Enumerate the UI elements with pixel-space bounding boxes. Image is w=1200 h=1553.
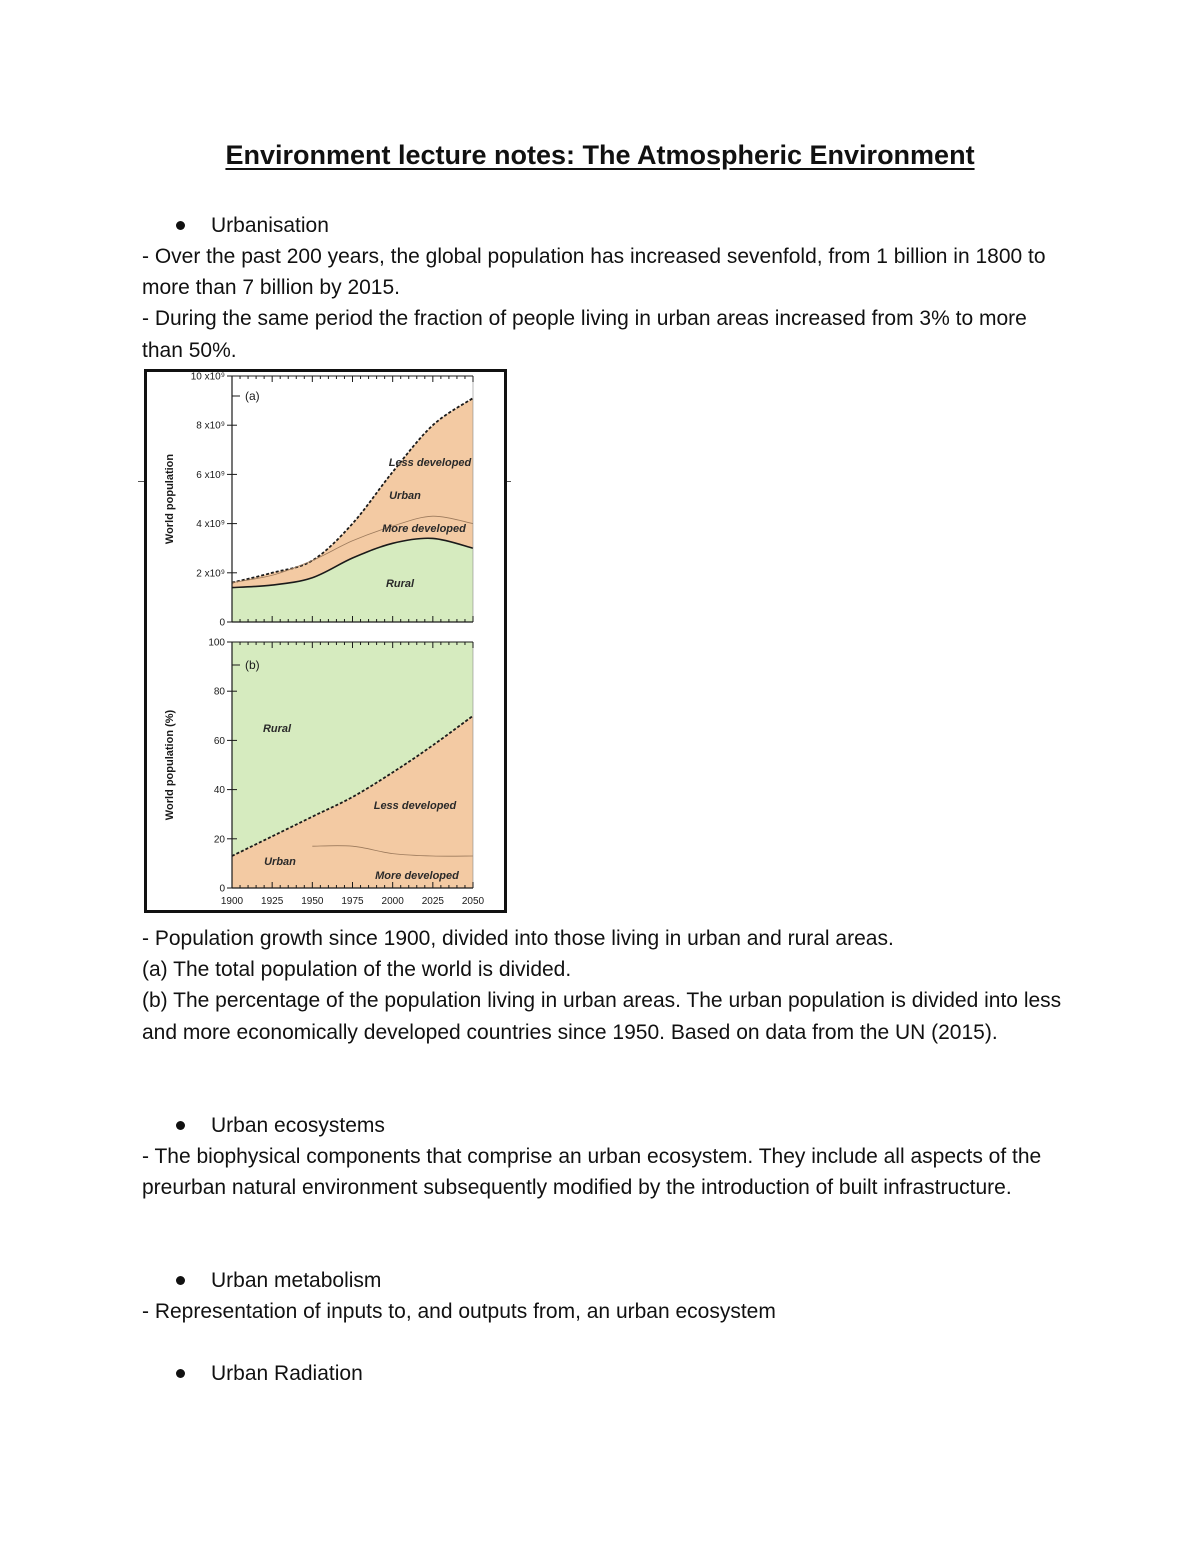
panel-b [164,638,485,908]
y-tick-label: 40 [213,785,225,797]
y-tick-label: 60 [213,735,225,747]
bullet-dot-icon [176,1121,185,1130]
annotation: More developed [375,870,459,882]
urbanisation-line-1: - Over the past 200 years, the global population has increased sevenfold, from 1 billion in 1800 to more than 7 billion by 2015. [142,245,1046,300]
x-tick-label: 1900 [220,896,244,907]
urban-ecosystems-text [142,1141,1062,1203]
bullet-dot-icon [176,1276,185,1285]
figure-caption [142,923,1062,1048]
urban-metabolism-text [142,1296,1062,1327]
y-tick-label: 0 [219,883,225,895]
annotation: Less developed [388,457,472,469]
panel-label: (a) [245,389,260,403]
bullet-dot-icon [176,1369,185,1378]
x-tick-label: 1950 [301,896,324,907]
annotation: Rural [262,723,292,735]
bullet-urban-radiation [176,1358,363,1389]
y-tick-label: 100 [208,637,225,649]
y-tick-label: 0 [219,617,225,629]
x-tick-label: 2000 [381,896,404,907]
population-chart-svg [147,372,504,910]
urban-metabolism-line-1: - Representation of inputs to, and outputs from, an urban ecosystem [142,1300,776,1323]
heading-urban-ecosystems: Urban ecosystems [211,1114,385,1137]
x-tick-label: 1975 [341,896,364,907]
annotation: More developed [382,523,466,535]
caption-line-1: - Population growth since 1900, divided into those living in urban and rural areas. [142,927,894,950]
annotation: Rural [385,578,415,590]
urbanisation-line-2: - During the same period the fraction of people living in urban areas increased from 3% to more than 50%. [142,307,1027,362]
annotation: Urban [264,856,296,868]
y-axis-title: World population (%) [164,709,176,821]
annotation: Less developed [373,800,457,812]
bullet-urban-ecosystems [176,1110,385,1141]
page-title: Environment lecture notes: The Atmospheric Environment [225,140,975,170]
y-tick-label: 8 x10⁹ [196,420,225,432]
y-tick-label: 2 x10⁹ [196,568,225,580]
heading-urbanisation: Urbanisation [211,214,329,237]
panel-a [164,372,473,629]
x-tick-label: 1925 [261,896,284,907]
heading-urban-radiation: Urban Radiation [211,1362,363,1385]
population-figure [144,369,507,913]
urban-ecosystems-line-1: - The biophysical components that comprise an urban ecosystem. They include all aspects of the preurban natural environment subsequently modified by the introduction of built infrastructure. [142,1145,1042,1200]
bullet-urbanisation [176,210,329,241]
panel-label: (b) [245,658,260,672]
y-tick-label: 20 [213,834,225,846]
bullet-dot-icon [176,221,185,230]
y-tick-label: 80 [213,686,225,698]
caption-line-3: (b) The percentage of the population living in urban areas. The urban population is divided into less and more economically developed countries since 1950. Based on data from the UN (2015). [142,989,1062,1044]
bullet-urban-metabolism [176,1265,381,1296]
urbanisation-text [142,241,1062,366]
y-axis-title: World population [164,453,176,545]
y-tick-label: 6 x10⁹ [196,469,225,481]
annotation: Urban [389,490,421,502]
x-tick-label: 2025 [421,896,444,907]
y-tick-label: 4 x10⁹ [196,519,225,531]
heading-urban-metabolism: Urban metabolism [211,1269,382,1292]
y-tick-label: 10 x10⁹ [190,372,225,383]
caption-line-2: (a) The total population of the world is divided. [142,958,572,982]
x-tick-label: 2050 [461,896,485,907]
